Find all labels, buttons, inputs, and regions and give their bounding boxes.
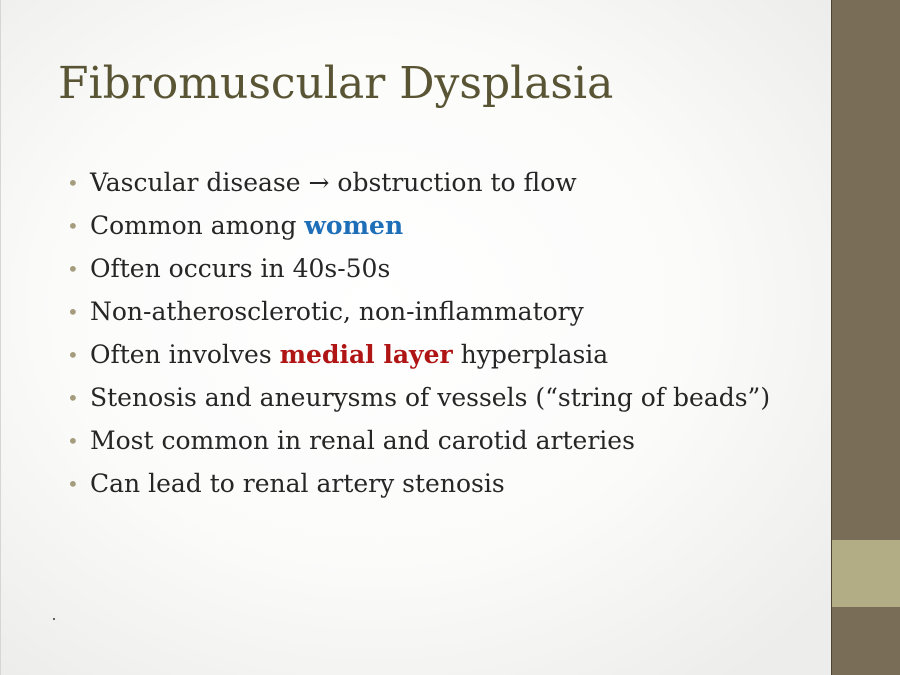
bullet-item bbox=[67, 252, 770, 295]
bullet-item bbox=[67, 424, 770, 467]
bullet-dot-icon: • bbox=[67, 257, 79, 281]
theme-sidebar-accent bbox=[832, 540, 900, 607]
bullet-highlight-red: medial layer bbox=[279, 340, 453, 369]
stray-dot bbox=[53, 618, 55, 620]
bullet-text: Most common in renal and carotid arteries bbox=[90, 426, 635, 455]
bullet-text: Vascular disease → obstruction to flow bbox=[90, 168, 577, 197]
bullet-text: Stenosis and aneurysms of vessels (“string of beads”) bbox=[90, 383, 771, 412]
bullet-item bbox=[67, 467, 770, 510]
bullet-dot-icon: • bbox=[67, 472, 79, 496]
bullet-text: Common among bbox=[90, 211, 305, 240]
bullet-dot-icon: • bbox=[67, 386, 79, 410]
bullet-dot-icon: • bbox=[67, 300, 79, 324]
bullet-item bbox=[67, 381, 770, 424]
bullet-text: Often occurs in 40s-50s bbox=[90, 254, 391, 283]
bullet-item bbox=[67, 209, 770, 252]
bullet-item bbox=[67, 295, 770, 338]
bullet-dot-icon: • bbox=[67, 171, 79, 195]
bullet-text-after: hyperplasia bbox=[452, 340, 609, 369]
slide-title: Fibromuscular Dysplasia bbox=[58, 58, 614, 109]
bullet-text: Non-atherosclerotic, non-inflammatory bbox=[90, 297, 584, 326]
bullet-highlight-blue: women bbox=[304, 211, 404, 240]
bullet-item bbox=[67, 338, 770, 381]
bullet-dot-icon: • bbox=[67, 343, 79, 367]
bullet-text: Can lead to renal artery stenosis bbox=[90, 469, 505, 498]
bullet-list bbox=[67, 166, 770, 510]
bullet-item bbox=[67, 166, 770, 209]
theme-sidebar-bar bbox=[831, 0, 900, 675]
bullet-dot-icon: • bbox=[67, 429, 79, 453]
bullet-dot-icon: • bbox=[67, 214, 79, 238]
bullet-text: Often involves bbox=[90, 340, 280, 369]
